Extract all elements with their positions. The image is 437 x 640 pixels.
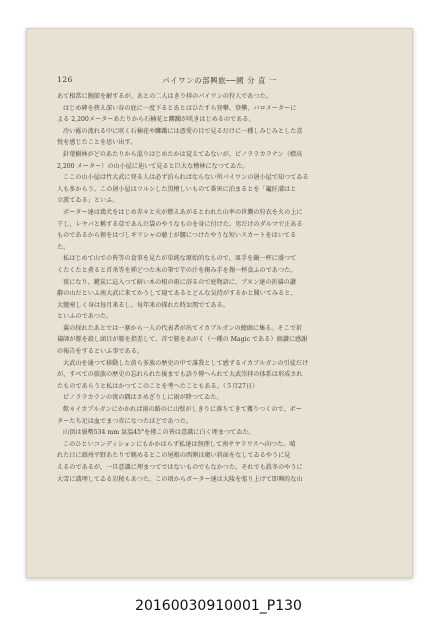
- text-line: このひといコンディションにもかかはらず私達は無理して南サヤラワスへ向つた。晴: [63, 440, 296, 448]
- text-line: ボーター達は鶏犬をはじめ赤々と火が燃えあがるとわれた山率の世襲の狩衣を火の上に: [63, 208, 303, 216]
- text-line: 冷い霧の流れる中に咲く石楠花や躑躅には憑愛の目で見るだけに一種しみじみとした喜: [63, 127, 303, 135]
- text-line: 人も多からう。この屠小屋はツルシした黒檜しいものて番害に泊まるとを「竃匠溝はと: [57, 185, 297, 193]
- text-line: 大武山を通つて移動した黄ら多族の歴史の中で誰我として感ずるイカブルガンの引徒だけ: [63, 359, 309, 367]
- text-line: 立派てゐる」といふ。: [57, 197, 119, 205]
- page-header: [57, 75, 382, 87]
- text-line: たものであらうと私はかつてこのことを考へたこともある。（５月27日）: [57, 382, 259, 390]
- text-line: 辭の山だといふ南大武に来てかうして寝てあるとどんな気持がするかと聞いてみると、: [57, 290, 297, 298]
- text-line: えるのであるが、一旦意識に埋まつてではないものでもなかつた。それでも眞冬のやうに: [57, 464, 303, 471]
- text-line: はじめ碑を挟え深い谷の底に一度下るとあとはひたすら登攀、登攀、バロメーターに: [63, 104, 297, 112]
- text-line: 大雪に溝埋してゐる岩稜もあつた。この頃からボーター達は大陵を張り上げて即興的な山: [57, 475, 303, 483]
- running-title: パイワンの部興旅──國 分 直 一: [162, 76, 277, 85]
- page-number: 126: [57, 75, 73, 84]
- text-line: あて相當に腕節を解するが、あとの二人はきり拝のパイワンの狩人であつた。: [57, 93, 272, 100]
- text-line: 針葉樹林がどのあたりから混りはじめたかは覚えてゐないが、ピノララカラナン（標高: [63, 150, 303, 158]
- scanned-book-page: [26, 28, 413, 578]
- text-line: 2,200 メーター）の山小屋に辿いて見ると巨大な檜林になつてゐた。: [57, 162, 249, 170]
- text-line: といふのであつた。: [57, 313, 113, 321]
- text-line: た。: [57, 243, 70, 251]
- text-line: れた日に頭州平野あたりで眺めるとこの尾根の西側は廣い斜面をなしてゐるやうに見: [57, 452, 291, 460]
- body-text: [57, 91, 418, 485]
- text-line: ターたち足は血でまつ赤になつたほどであつた。: [57, 417, 193, 425]
- image-caption-id: 20160030910001_P130: [135, 598, 302, 614]
- text-line: 悦を感じたことを思い出す。: [57, 139, 137, 147]
- text-line: 翼の採れたあとでは一寨から一人の代表者が出てイカブルガンの總頭に集る。そこで祈: [63, 324, 303, 332]
- text-line: 夜になり、鍵炭に這入つて暗い木の根の雨に浴るので庭物語に、ブヌン達の祈禱の讃: [63, 278, 296, 286]
- text-line: 干し、レヤバと稱する草であんだ袋のやうなものを身に付けた。男だけのダルマで正ある: [57, 220, 303, 228]
- text-line: くたくたと煮ると首杀等を挿どつた木の筆で芋の汁を掬み手を掬一杯食ふのであつた。: [57, 266, 297, 274]
- text-line: よる 2,200メーターあたりから石楠花と躑躅が咲きはじめるのである。: [57, 116, 255, 124]
- text-line: が、すべての旅族の歴史の忘れられた後までも語り傳へられて大武崇拝の体系は形成され: [57, 371, 303, 379]
- text-line: 山頂は嶺勢534 mm 氣温45°を僅この皆は意識に白く埋まつてゐた。: [63, 429, 255, 437]
- text-line: ものであるから揮をはづしギリシャの聴士が腰につけたやうな短いスカートをはいてる: [57, 232, 297, 240]
- text-line: ここの山小屋は竹大武に登る人は必ず泊らればならない所パイワンの屠小屋で知つてゐる: [63, 174, 309, 182]
- text-line: ピノララカランの夜の隅はさめざりしに雨が降つてゐた。: [63, 394, 223, 402]
- text-line: 大變寒しく身は毎月来るし、毎年来の探れた時お関でてある。: [57, 301, 229, 309]
- text-line: の報告をするといふ事である。: [57, 348, 143, 356]
- text-line: 飲々イカブルガンにかかれば雨の路のに山壁がしきりに落ちてきて獲りつくので、ボー: [63, 406, 302, 414]
- text-line: 禱師が豚を殺し頭目が豚を指差して、首で豚をあがく（一種の Magic である）頭讃に感謝: [57, 336, 308, 344]
- text-line: 私はじめて山での皆等の食事を見たが単純な原始的なもので、皿手を鍋一杯に盛つて: [63, 255, 297, 263]
